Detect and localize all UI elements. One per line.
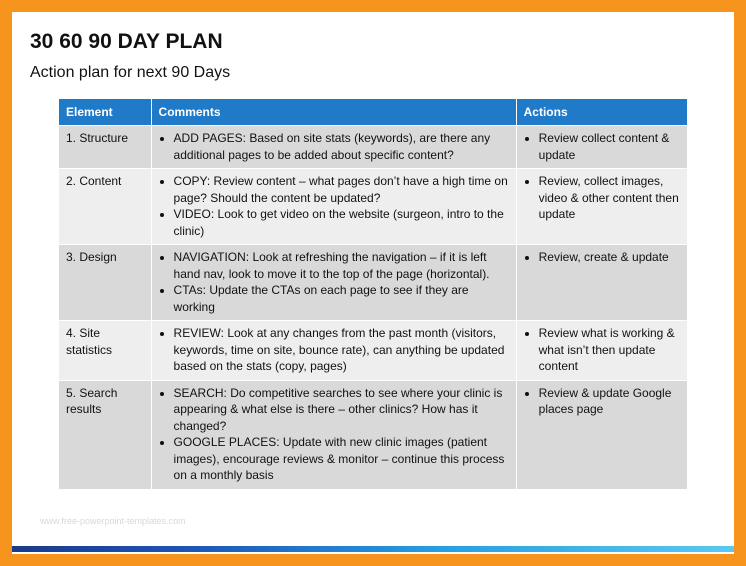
header-actions: Actions [517,99,687,125]
row-actions [517,126,687,168]
table-row [59,169,687,244]
row-element: 4. Site statistics [59,321,151,380]
header-element: Element [59,99,151,125]
row-actions [517,245,687,320]
action-item: • Review, create & update [539,249,680,266]
comment-item: • VIDEO: Look to get video on the website (surgeon, intro to the clinic) [174,206,509,239]
row-actions [517,381,687,489]
slide-subtitle: Action plan for next 90 Days [30,64,231,81]
table-row [59,245,687,320]
plan-table [58,98,688,490]
action-item: • Review what is working & what isn’t then update content [539,325,680,375]
row-comments [152,381,516,489]
row-actions [517,169,687,244]
header-comments: Comments [152,99,516,125]
bottom-gradient-bar [12,546,734,552]
comment-item: • COPY: Review content – what pages don’t have a high time on page? Should the content be updated? [174,173,509,206]
row-element: 1. Structure [59,126,151,168]
row-comments [152,169,516,244]
row-element: 5. Search results [59,381,151,489]
comment-item: • ADD PAGES: Based on site stats (keywords), are there any additional pages to be added about specific content? [174,130,509,163]
comment-item: • CTAs: Update the CTAs on each page to see if they are working [174,282,509,315]
comment-item: • SEARCH: Do competitive searches to see where your clinic is appearing & what else is there – other clinics? How has it changed? [174,385,509,435]
row-element: 2. Content [59,169,151,244]
comment-item: • GOOGLE PLACES: Update with new clinic images (patient images), encourage reviews & monitor – continue this process on a monthly basis [174,434,509,484]
slide-title: 30 60 90 DAY PLAN [30,30,223,53]
action-item: • Review collect content & update [539,130,680,163]
table-row [59,381,687,489]
row-comments [152,321,516,380]
table-header-row [59,99,687,125]
slide [12,12,734,554]
row-actions [517,321,687,380]
row-element: 3. Design [59,245,151,320]
watermark: www.free-powerpoint-templates.com [40,516,186,526]
comment-item: • NAVIGATION: Look at refreshing the navigation – if it is left hand nav, look to move it to the top of the page (horizontal). [174,249,509,282]
row-comments [152,126,516,168]
action-item: • Review & update Google places page [539,385,680,418]
action-item: • Review, collect images, video & other content then update [539,173,680,223]
comment-item: • REVIEW: Look at any changes from the past month (visitors, keywords, time on site, bounce rate), can anything be updated based on the stats (copy, pages) [174,325,509,375]
row-comments [152,245,516,320]
table-row [59,321,687,380]
table-row [59,126,687,168]
